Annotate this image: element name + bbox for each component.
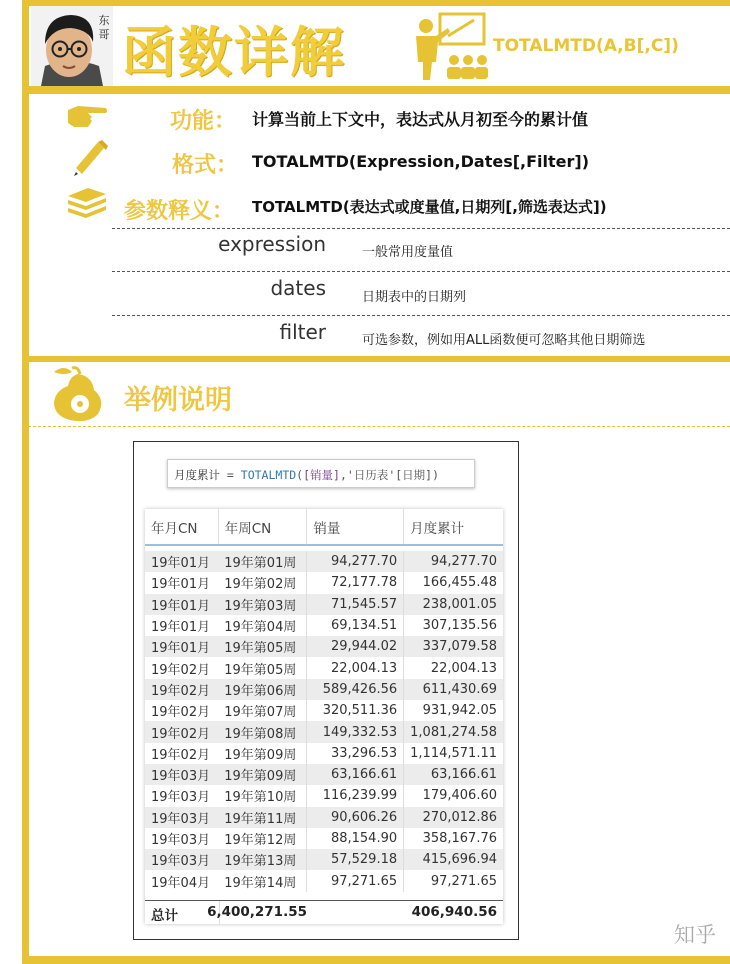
cell-mtd: 1,114,571.11 <box>410 745 497 761</box>
table-row <box>145 594 503 615</box>
cell-sales: 320,511.36 <box>307 700 404 721</box>
table-row <box>145 679 503 700</box>
function-label: 功能： <box>170 109 237 134</box>
table-row <box>145 657 503 678</box>
table-row <box>145 700 503 721</box>
cell-year-month: 19年01月 <box>145 636 218 657</box>
formula-paren: ) <box>432 468 440 482</box>
cell-year-month: 19年02月 <box>151 662 211 678</box>
formula-paren: ( <box>296 468 304 482</box>
cell-mtd: 270,012.86 <box>404 807 503 828</box>
table-row <box>145 551 503 572</box>
cell-year-week: 19年第13周 <box>218 849 307 870</box>
cell-year-month: 19年01月 <box>145 594 218 615</box>
dax-formula <box>167 459 475 488</box>
divider <box>112 271 730 272</box>
cell-sales: 149,332.53 <box>307 721 404 742</box>
total-sales: 6,400,271.55 <box>207 904 307 920</box>
left-border <box>22 0 29 964</box>
cell-year-month: 19年03月 <box>145 764 218 785</box>
formula-function: TOTALMTD <box>240 468 297 482</box>
cell-year-week: 19年第14周 <box>218 870 307 891</box>
pear-icon <box>50 364 106 422</box>
table-row <box>145 764 503 785</box>
cell-year-month: 19年04月 <box>151 875 211 891</box>
cell-mtd: 337,079.58 <box>404 636 503 657</box>
cell-sales: 71,545.57 <box>307 594 404 615</box>
cell-sales: 69,134.51 <box>307 615 404 636</box>
column-header[interactable]: 年月CN <box>145 509 218 545</box>
cell-sales: 72,177.78 <box>307 572 404 593</box>
param-name: expression <box>218 232 326 256</box>
cell-year-week: 19年第08周 <box>218 721 307 742</box>
table-row <box>145 785 503 806</box>
section-divider <box>22 356 730 362</box>
param-desc: 日期表中的日期列 <box>362 290 467 305</box>
params-label: 参数释义： <box>124 199 235 224</box>
cell-year-month: 19年02月 <box>145 721 218 742</box>
cell-year-month: 19年03月 <box>151 790 211 806</box>
cell-mtd: 931,942.05 <box>422 703 497 719</box>
total-label: 总计 <box>151 908 178 924</box>
formula-arg: [销量] <box>303 468 340 482</box>
avatar-signature-top: 东 <box>98 14 110 27</box>
formula-comma: , <box>339 468 347 482</box>
cell-year-week: 19年第07周 <box>218 700 307 721</box>
cell-sales: 33,296.53 <box>307 743 404 764</box>
param-name: filter <box>279 320 326 344</box>
avatar-signature-bottom: 哥 <box>98 28 110 41</box>
cell-year-month: 19年02月 <box>151 705 211 721</box>
cell-mtd: 611,430.69 <box>404 679 503 700</box>
cell-mtd: 358,167.76 <box>422 831 497 846</box>
cell-sales: 29,944.02 <box>307 636 404 657</box>
cell-year-month: 19年01月 <box>151 577 211 593</box>
table-row <box>145 721 503 742</box>
formula-measure: 月度累计 <box>174 468 220 482</box>
cell-year-week: 19年第04周 <box>218 615 307 636</box>
cell-year-week: 19年第05周 <box>218 657 307 678</box>
cell-year-week: 19年第09周 <box>218 764 307 785</box>
cell-year-week: 19年第05周 <box>218 636 307 657</box>
cell-mtd: 415,696.94 <box>404 849 503 870</box>
column-header[interactable]: 年周CN <box>218 509 307 545</box>
cell-sales: 22,004.13 <box>307 657 404 678</box>
cell-year-week: 19年第03周 <box>218 594 307 615</box>
table-row <box>145 849 503 870</box>
pointing-hand-icon <box>66 102 108 130</box>
cell-mtd: 307,135.56 <box>422 618 497 634</box>
cell-sales: 90,606.26 <box>307 807 404 828</box>
table-row <box>145 636 503 657</box>
example-title: 举例说明 <box>124 385 232 416</box>
param-desc: 可选参数，例如用ALL函数便可忽略其他日期筛选 <box>362 333 646 348</box>
function-value: 计算当前上下文中，表达式从月初至今的累计值 <box>252 110 589 129</box>
param-name: dates <box>270 276 326 300</box>
cell-year-week: 19年第11周 <box>218 807 307 828</box>
cell-mtd: 63,166.61 <box>404 764 503 785</box>
cell-year-month: 19年03月 <box>145 849 218 870</box>
cell-mtd: 179,406.60 <box>422 788 497 804</box>
top-border <box>22 0 730 6</box>
cell-sales: 589,426.56 <box>307 679 404 700</box>
cell-sales: 116,239.99 <box>307 785 404 806</box>
cell-year-week: 19年第09周 <box>218 743 307 764</box>
divider <box>112 228 730 229</box>
result-table <box>145 509 503 924</box>
format-label: 格式： <box>172 153 239 178</box>
books-icon <box>66 188 108 222</box>
cell-year-month: 19年02月 <box>151 747 211 763</box>
cell-year-month: 19年01月 <box>145 551 218 572</box>
cell-sales: 63,166.61 <box>307 764 404 785</box>
cell-mtd: 166,455.48 <box>422 575 497 591</box>
cell-year-week: 19年第10周 <box>218 785 307 806</box>
cell-year-month: 19年01月 <box>151 620 211 636</box>
format-value: TOTALMTD(Expression,Dates[,Filter]) <box>252 152 590 171</box>
cell-mtd: 1,081,274.58 <box>404 721 503 742</box>
cell-year-week: 19年第01周 <box>218 551 307 572</box>
cell-year-month: 19年03月 <box>145 807 218 828</box>
cell-mtd: 94,277.70 <box>404 551 503 572</box>
table-row <box>145 807 503 828</box>
watermark: 知乎 <box>674 923 716 947</box>
table-row <box>145 572 503 593</box>
avatar-image <box>31 6 113 86</box>
divider <box>28 426 730 427</box>
cell-sales: 88,154.90 <box>307 828 404 849</box>
params-value: TOTALMTD(表达式或度量值,日期列[,筛选表达式]) <box>252 198 607 216</box>
cell-mtd: 22,004.13 <box>430 660 497 676</box>
column-header[interactable]: 月度累计 <box>404 509 503 545</box>
cell-year-week: 19年第06周 <box>218 679 307 700</box>
cell-sales: 94,277.70 <box>307 551 404 572</box>
param-desc: 一般常用度量值 <box>362 245 454 260</box>
page-title: 函数详解 <box>122 21 346 84</box>
cell-year-month: 19年03月 <box>151 833 211 848</box>
total-mtd: 406,940.56 <box>411 904 497 920</box>
table-row <box>145 615 503 636</box>
cell-year-week: 19年第12周 <box>218 828 307 849</box>
pencil-icon <box>70 140 108 178</box>
formula-equals: = <box>220 468 241 482</box>
header-divider <box>22 86 730 94</box>
total-row <box>145 900 503 924</box>
table-row <box>145 870 503 891</box>
cell-year-week: 19年第02周 <box>218 572 307 593</box>
cell-sales: 57,529.18 <box>307 849 404 870</box>
bottom-border <box>22 956 730 964</box>
table-row <box>145 743 503 764</box>
divider <box>112 315 730 316</box>
column-header[interactable]: 销量 <box>307 509 404 545</box>
cell-mtd: 97,271.65 <box>430 873 497 889</box>
teacher-icon <box>412 12 488 80</box>
cell-year-month: 19年02月 <box>145 679 218 700</box>
function-signature: TOTALMTD(A,B[,C]) <box>493 36 679 56</box>
cell-mtd: 238,001.05 <box>404 594 503 615</box>
cell-sales: 97,271.65 <box>307 870 404 891</box>
formula-arg: '日历表'[日期] <box>346 468 433 482</box>
table-row <box>145 828 503 849</box>
